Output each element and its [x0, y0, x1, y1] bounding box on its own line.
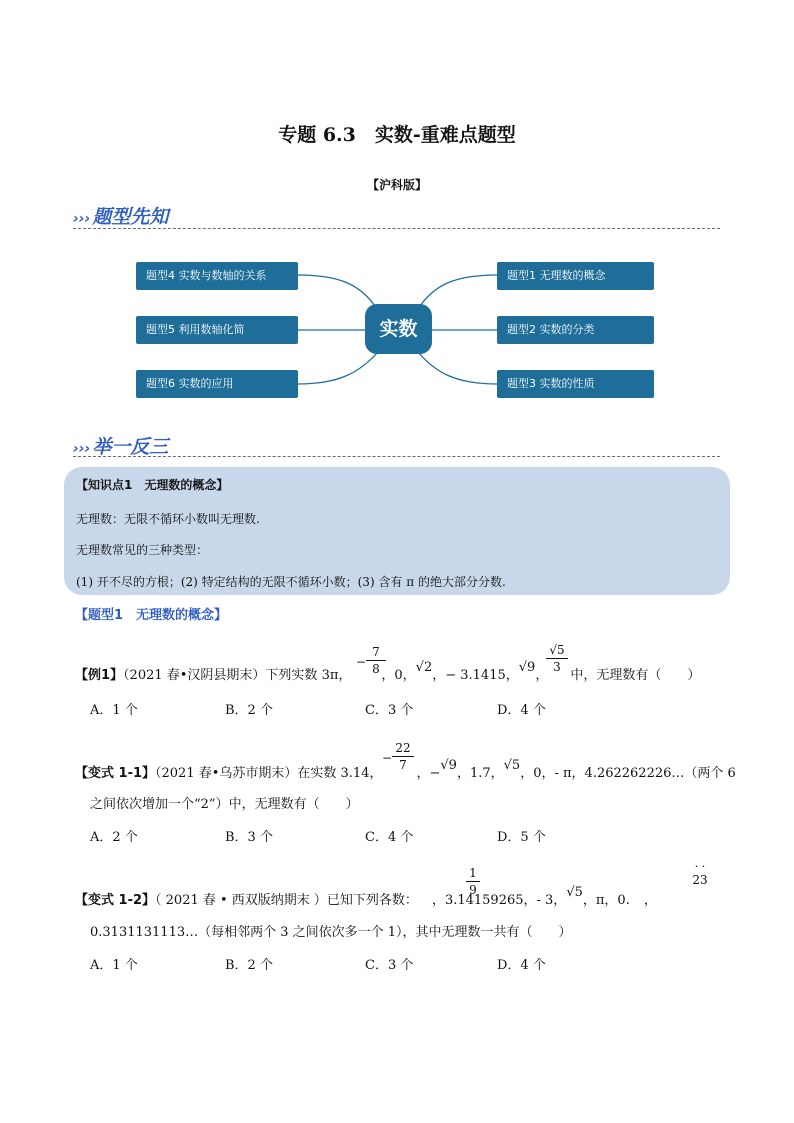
sqrt-expression: √5 [566, 885, 583, 900]
option-a[interactable]: A．1 个 [90, 703, 138, 718]
stem-text: ，− [416, 766, 441, 781]
section-title: 题型先知 [92, 206, 169, 228]
question-label: 【例1】 [75, 668, 124, 683]
option-c[interactable]: C．3 个 [365, 703, 414, 718]
repeating-decimal-dots: · · [694, 860, 706, 873]
stem-text: （2021 春•汉阴县期末）下列实数 3π， [123, 668, 352, 683]
fraction-denominator: 3 [553, 660, 561, 674]
option-a[interactable]: A．1 个 [90, 958, 138, 973]
mindmap-node-type3: 题型3 实数的性质 [497, 370, 654, 398]
option-d[interactable]: D．5 个 [497, 830, 546, 845]
fraction [382, 741, 414, 772]
option-b[interactable]: B．2 个 [225, 958, 273, 973]
mindmap-node-type4: 题型4 实数与数轴的关系 [136, 262, 298, 290]
option-b[interactable]: B．2 个 [225, 703, 273, 718]
sqrt-expression: √5 [503, 758, 521, 773]
page-title: 专题 6.3 实数-重难点题型 [278, 124, 516, 146]
mindmap-node-type1: 题型1 无理数的概念 [497, 262, 654, 290]
fraction-numerator: 7 [372, 645, 380, 659]
stem-text: ，− 3.1415， [432, 668, 519, 683]
fraction [546, 643, 568, 674]
sqrt-expression: √2 [415, 660, 433, 675]
fraction-numerator: √5 [549, 643, 565, 657]
fraction-numerator: 1 [469, 866, 477, 880]
stem-text: ，π，0. [582, 893, 630, 908]
sqrt-expression: √9 [518, 660, 536, 675]
question-type-heading: 【题型1 无理数的概念】 [75, 608, 228, 623]
sqrt-expression: √9 [440, 758, 457, 773]
fraction-sign: − [356, 655, 367, 669]
option-c[interactable]: C．4 个 [365, 830, 414, 845]
stem-text: （ 2021 春 • 西双版纳期末 ）已知下列各数： [155, 893, 418, 908]
edition-label: 【沪科版】 [366, 178, 427, 192]
option-d[interactable]: D．4 个 [497, 958, 546, 973]
fraction [356, 645, 386, 676]
mindmap-node-type6: 题型6 实数的应用 [136, 370, 298, 398]
fraction-denominator: 8 [372, 662, 380, 676]
section-header-practice [73, 432, 168, 459]
question-label: 【变式 1-1】 [75, 766, 156, 781]
stem-text: ，3.14159265，- 3， [431, 893, 567, 908]
mindmap-node-type2: 题型2 实数的分类 [497, 316, 654, 344]
repeating-decimal-digits: 23 [692, 873, 708, 887]
option-b[interactable]: B．3 个 [225, 830, 273, 845]
example-1-stem [75, 660, 701, 683]
fraction-sign: − [382, 751, 393, 765]
fraction [466, 866, 480, 897]
triple-arrow-icon: ››› [73, 441, 91, 457]
option-d[interactable]: D．4 个 [497, 703, 546, 718]
option-c[interactable]: C．3 个 [365, 958, 414, 973]
section-title: 举一反三 [92, 436, 169, 458]
stem-text: ，0，- π，4.262262226…（两个 6 [520, 766, 736, 781]
question-label: 【变式 1-2】 [75, 893, 156, 908]
knowledge-types-intro: 无理数常见的三种类型： [76, 543, 209, 557]
mindmap-node-type5: 题型5 利用数轴化简 [136, 316, 298, 344]
fraction-denominator: 7 [399, 758, 407, 772]
variant-1-2-stem [75, 885, 657, 908]
stem-text: ，1.7， [456, 766, 504, 781]
stem-text: 中，无理数有（ ） [570, 668, 701, 683]
option-a[interactable]: A．2 个 [90, 830, 138, 845]
mindmap-connectors [0, 0, 794, 420]
stem-text: （2021 春•乌苏市期末）在实数 3.14， [155, 766, 383, 781]
stem-text: ， [643, 893, 657, 908]
fraction-numerator: 22 [395, 741, 411, 755]
knowledge-definition: 无理数：无限不循环小数叫无理数. [76, 512, 260, 526]
mindmap-center-node: 实数 [365, 304, 432, 354]
section-divider [73, 456, 720, 457]
knowledge-title: 【知识点1 无理数的概念】 [76, 478, 229, 492]
variant-1-2-stem-line2: 0.3131131113…（每相邻两个 3 之间依次多一个 1），其中无理数一共有（ ） [90, 925, 572, 940]
knowledge-types-list: (1) 开不尽的方根；(2) 特定结构的无限不循环小数；(3) 含有 π 的绝大部分分数. [76, 575, 506, 589]
stem-text: ，0， [381, 668, 416, 683]
fraction-denominator: 9 [469, 883, 477, 897]
variant-1-1-stem-line2: 之间依次增加一个“2”）中，无理数有（ ） [90, 797, 359, 812]
triple-arrow-icon: ››› [73, 211, 91, 227]
stem-text: ， [535, 668, 549, 683]
